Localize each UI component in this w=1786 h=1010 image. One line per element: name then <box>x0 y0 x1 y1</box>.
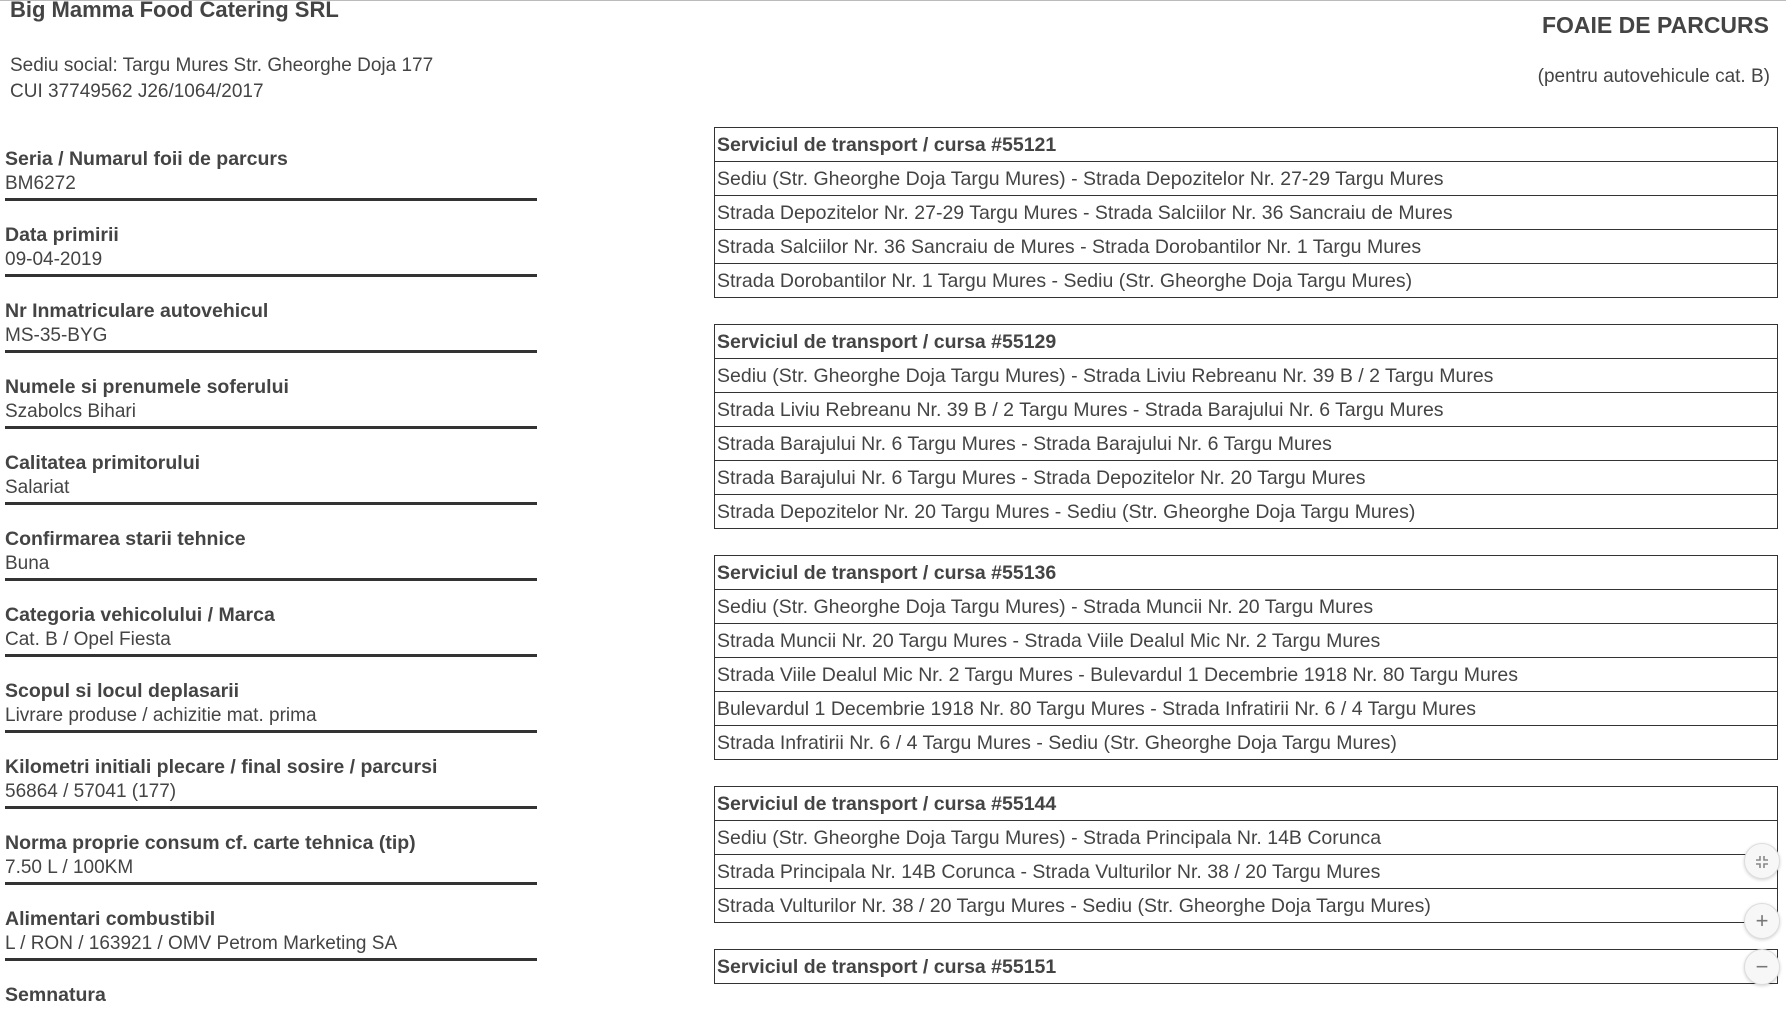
trip-field <box>5 374 537 450</box>
trip-field-label: Confirmarea starii tehnice <box>5 528 246 550</box>
route-leg: Strada Vulturilor Nr. 38 / 20 Targu Mures - Sediu (Str. Gheorghe Doja Targu Mures) <box>715 888 1777 922</box>
route-leg: Sediu (Str. Gheorghe Doja Targu Mures) - Strada Depozitelor Nr. 27-29 Targu Mures <box>715 161 1777 195</box>
route-title: Serviciul de transport / cursa #55129 <box>717 331 1057 353</box>
trip-field-label: Numele si prenumele soferului <box>5 376 289 398</box>
route-table <box>714 127 1778 298</box>
trip-field-label: Alimentari combustibil <box>5 908 216 930</box>
route-title: Serviciul de transport / cursa #55136 <box>717 562 1057 584</box>
trip-field-value: MS-35-BYG <box>5 324 537 353</box>
company-name: Big Mamma Food Catering SRL <box>10 0 339 22</box>
trip-field-value: Salariat <box>5 476 537 505</box>
trip-field <box>5 146 537 222</box>
zoom-in-button[interactable]: + <box>1744 903 1780 939</box>
trip-field-label: Seria / Numarul foii de parcurs <box>5 148 288 170</box>
route-leg: Bulevardul 1 Decembrie 1918 Nr. 80 Targu Mures - Strada Infratirii Nr. 6 / 4 Targu Mures <box>715 691 1777 725</box>
trip-field <box>5 906 537 982</box>
document-title: FOAIE DE PARCURS <box>1541 12 1769 38</box>
trip-field-value: Buna <box>5 552 537 581</box>
route-title: Serviciul de transport / cursa #55151 <box>717 956 1057 978</box>
route-table <box>714 324 1778 529</box>
route-table <box>714 949 1778 984</box>
trip-field-label: Calitatea primitorului <box>5 452 201 474</box>
route-leg: Strada Barajului Nr. 6 Targu Mures - Strada Barajului Nr. 6 Targu Mures <box>715 426 1777 460</box>
trip-field-label: Categoria vehicolului / Marca <box>5 604 275 626</box>
trip-field-value: 09-04-2019 <box>5 248 537 277</box>
trip-field <box>5 526 537 602</box>
trip-field <box>5 450 537 526</box>
trip-field-value: 56864 / 57041 (177) <box>5 780 537 809</box>
route-leg: Strada Viile Dealul Mic Nr. 2 Targu Mures - Bulevardul 1 Decembrie 1918 Nr. 80 Targu Mures <box>715 657 1777 691</box>
company-address <box>10 53 433 105</box>
trip-field-label: Norma proprie consum cf. carte tehnica (tip) <box>5 832 416 854</box>
trip-field <box>5 298 537 374</box>
trip-field <box>5 754 537 830</box>
trip-field-label: Data primirii <box>5 224 119 246</box>
trip-field-value: BM6272 <box>5 172 537 201</box>
trip-field <box>5 830 537 906</box>
route-leg: Strada Depozitelor Nr. 20 Targu Mures - Sediu (Str. Gheorghe Doja Targu Mures) <box>715 494 1777 528</box>
route-leg: Strada Barajului Nr. 6 Targu Mures - Strada Depozitelor Nr. 20 Targu Mures <box>715 460 1777 494</box>
trip-field-value: Szabolcs Bihari <box>5 400 537 429</box>
fit-to-page-button[interactable] <box>1744 843 1780 879</box>
trip-field-value: Livrare produse / achizitie mat. prima <box>5 704 537 733</box>
route-leg: Strada Depozitelor Nr. 27-29 Targu Mures - Strada Salciilor Nr. 36 Sancraiu de Mures <box>715 195 1777 229</box>
trip-field-label: Semnatura <box>5 984 106 1006</box>
trip-field-label: Scopul si locul deplasarii <box>5 680 240 702</box>
trip-field <box>5 982 537 1010</box>
trip-details-fields <box>5 146 537 1010</box>
route-table <box>714 786 1778 923</box>
route-title: Serviciul de transport / cursa #55144 <box>717 793 1057 815</box>
fit-to-page-icon <box>1755 855 1769 869</box>
route-leg: Strada Infratirii Nr. 6 / 4 Targu Mures - Sediu (Str. Gheorghe Doja Targu Mures) <box>715 725 1777 759</box>
trip-field <box>5 222 537 298</box>
route-leg: Strada Muncii Nr. 20 Targu Mures - Strada Viile Dealul Mic Nr. 2 Targu Mures <box>715 623 1777 657</box>
route-leg: Sediu (Str. Gheorghe Doja Targu Mures) - Strada Principala Nr. 14B Corunca <box>715 820 1777 854</box>
zoom-out-button[interactable]: − <box>1744 949 1780 985</box>
transport-routes <box>714 127 1778 1010</box>
trip-field <box>5 602 537 678</box>
document-subtitle: (pentru autovehicule cat. B) <box>1537 66 1770 87</box>
company-address-line: Sediu social: Targu Mures Str. Gheorghe Doja 177 <box>10 55 434 76</box>
trip-field-value: L / RON / 163921 / OMV Petrom Marketing SA <box>5 932 537 961</box>
route-leg: Sediu (Str. Gheorghe Doja Targu Mures) - Strada Liviu Rebreanu Nr. 39 B / 2 Targu Mures <box>715 358 1777 392</box>
route-title: Serviciul de transport / cursa #55121 <box>717 134 1057 156</box>
route-leg: Strada Liviu Rebreanu Nr. 39 B / 2 Targu Mures - Strada Barajului Nr. 6 Targu Mures <box>715 392 1777 426</box>
route-leg: Sediu (Str. Gheorghe Doja Targu Mures) - Strada Muncii Nr. 20 Targu Mures <box>715 589 1777 623</box>
route-leg: Strada Salciilor Nr. 36 Sancraiu de Mures - Strada Dorobantilor Nr. 1 Targu Mures <box>715 229 1777 263</box>
trip-field-value: Cat. B / Opel Fiesta <box>5 628 537 657</box>
trip-field-value: 7.50 L / 100KM <box>5 856 537 885</box>
route-leg: Strada Dorobantilor Nr. 1 Targu Mures - Sediu (Str. Gheorghe Doja Targu Mures) <box>715 263 1777 297</box>
route-table <box>714 555 1778 760</box>
route-leg: Strada Principala Nr. 14B Corunca - Strada Vulturilor Nr. 38 / 20 Targu Mures <box>715 854 1777 888</box>
company-registration-line: CUI 37749562 J26/1064/2017 <box>10 81 264 102</box>
trip-field-label: Nr Inmatriculare autovehicul <box>5 300 269 322</box>
trip-field-label: Kilometri initiali plecare / final sosire / parcursi <box>5 756 438 778</box>
trip-field <box>5 678 537 754</box>
